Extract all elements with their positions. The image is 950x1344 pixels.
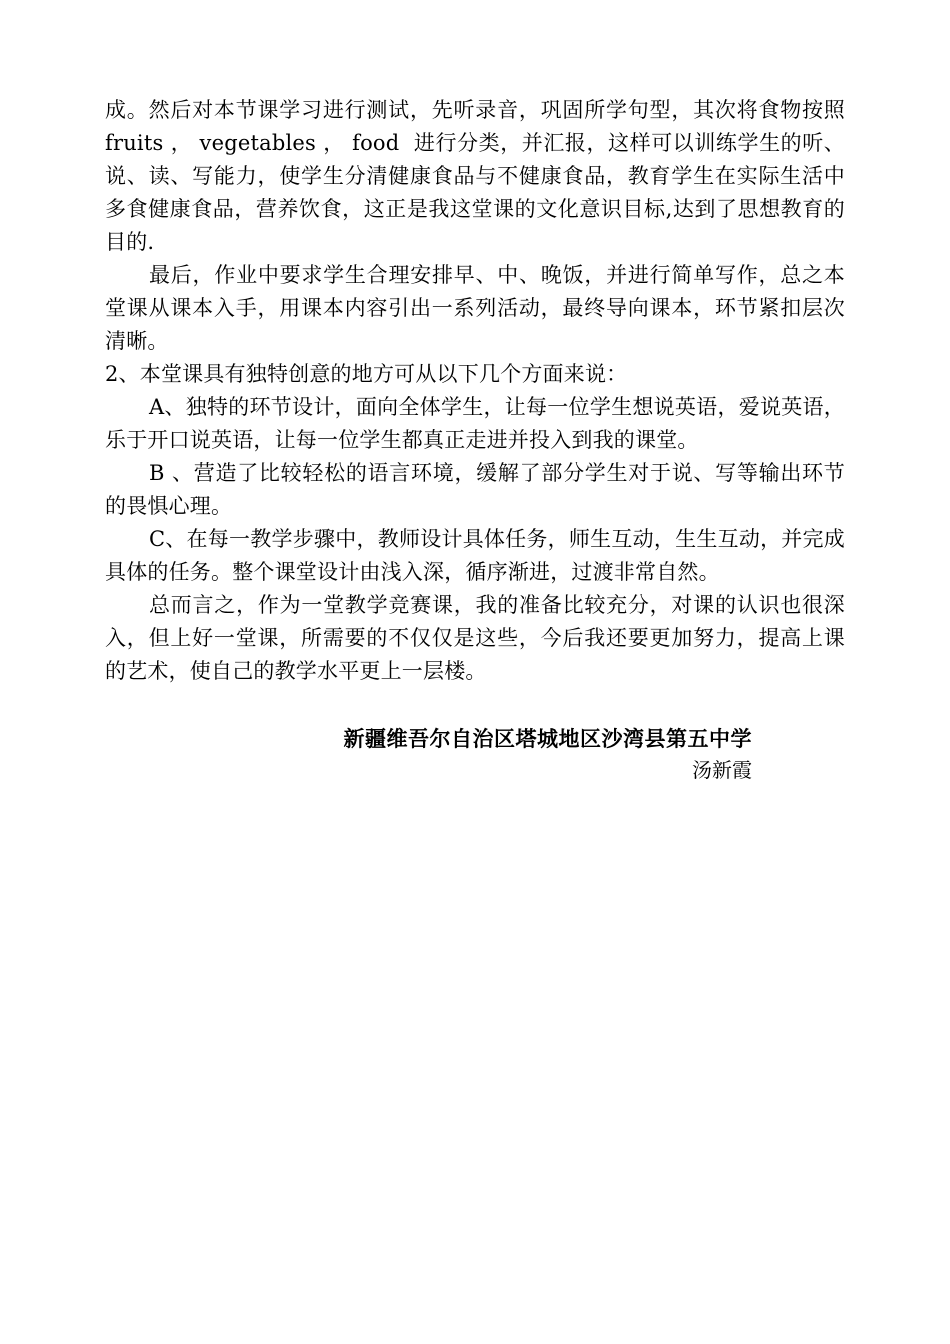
paragraph-test-summary: 成。然后对本节课学习进行测试，先听录音，巩固所学句型，其次将食物按照 fruits ， vegetables ， food 进行分类，并汇报，这样可以训练学生的听、说、读、写能力，使学生分清健康食品与不健康食品，教育学生在实际生活中多食健康食品，营养饮食，这正是我这堂课的文化意识目标,达到了思想教育的目的. bbox=[105, 98, 852, 254]
paragraph-point-c: C、在每一教学步骤中，教师设计具体任务，师生互动，生生互动，并完成具体的任务。整个课堂设计由浅入深，循序渐进，过渡非常自然。 bbox=[105, 527, 845, 584]
author-name: 汤新霞 bbox=[692, 758, 752, 782]
signature-block bbox=[344, 722, 753, 785]
section-heading-creative-points: 2、本堂课具有独特创意的地方可从以下几个方面来说： bbox=[105, 362, 628, 386]
document-body bbox=[105, 94, 852, 688]
paragraph-point-a: A、独特的环节设计，面向全体学生，让每一位学生想说英语，爱说英语，乐于开口说英语，让每一位学生都真正走进并投入到我的课堂。 bbox=[105, 395, 845, 452]
paragraph-homework: 最后，作业中要求学生合理安排早、中、晚饭，并进行简单写作，总之本堂课从课本入手，用课本内容引出一系列活动，最终导向课本，环节紧扣层次清晰。 bbox=[105, 263, 845, 353]
school-name: 新疆维吾尔自治区塔城地区沙湾县第五中学 bbox=[343, 726, 752, 751]
paragraph-conclusion: 总而言之，作为一堂教学竞赛课，我的准备比较充分，对课的认识也很深入，但上好一堂课，所需要的不仅仅是这些，今后我还要更加努力，提高上课的艺术，使自己的教学水平更上一层楼。 bbox=[105, 593, 845, 683]
paragraph-point-b: B 、营造了比较轻松的语言环境，缓解了部分学生对于说、写等输出环节的畏惧心理。 bbox=[105, 461, 845, 518]
